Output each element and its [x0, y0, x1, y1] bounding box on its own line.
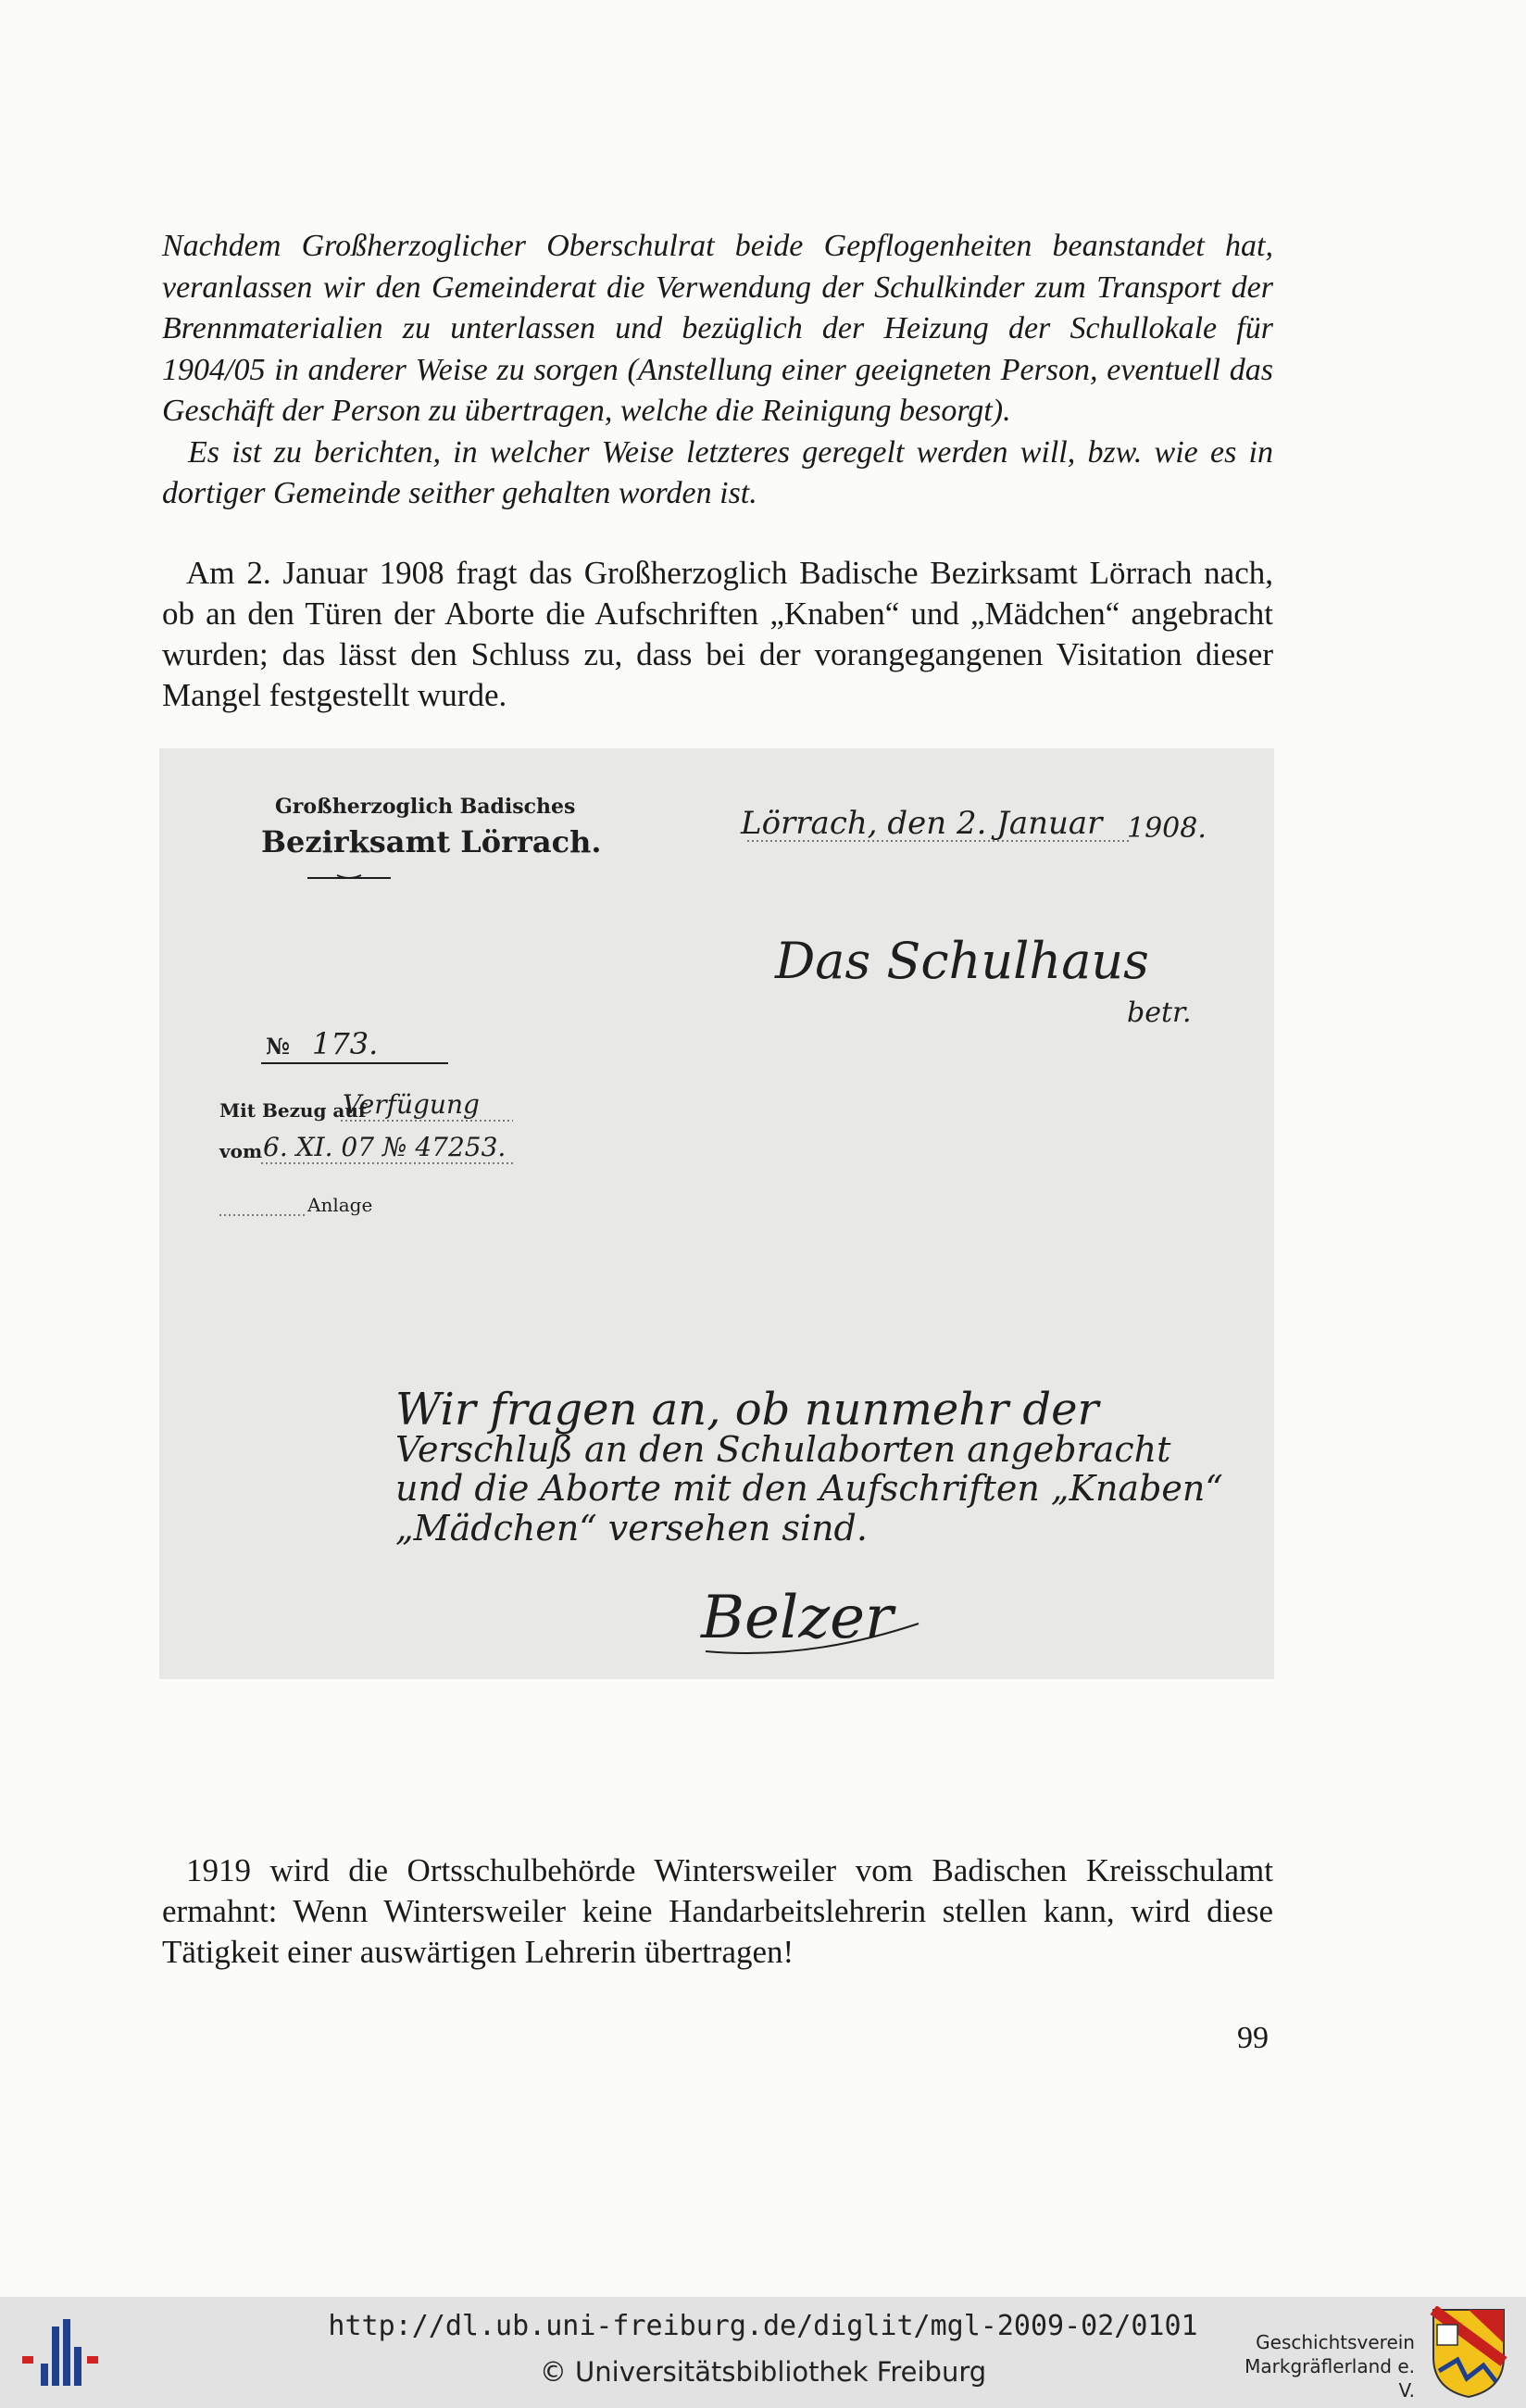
addressee: Das Schulhaus	[775, 932, 1149, 990]
letter-line-2: Verschluß an den Schulaborten angebracht	[395, 1429, 1171, 1470]
place-date: Lörrach, den 2. Januar	[741, 805, 1103, 842]
quote-paragraph-1: Nachdem Großherzoglicher Oberschulrat beide Gepflogenheiten beanstandet hat, veranlassen wir den Gemeinderat die Verwendung der Schulkinder zum Transport der Brennmaterialien zu unterlassen und bezüglich der Heizung der Schullokale für 1904/05 in anderer Weise zu sorgen (Anstellung einer geeigneten Person, eventuell das Geschäft der Person zu übertragen, welche die Reinigung besorgt).	[162, 229, 1273, 428]
body-paragraph-2-text: 1919 wird die Ortsschulbehörde Wintersweiler vom Badischen Kreisschulamt ermahnt: Wenn Wintersweiler keine Handarbeitslehrerin stellen kann, wird diese Tätigkeit einer auswärtigen Lehrerin übertragen!	[162, 1852, 1273, 1970]
annex-label: Anlage	[307, 1194, 373, 1216]
reference-value: Verfügung	[343, 1089, 480, 1120]
body-paragraph-1	[162, 553, 1273, 716]
coat-of-arms-icon	[1430, 2306, 1507, 2399]
letterhead-ornament	[307, 875, 391, 878]
letterhead-line-1: Großherzoglich Badisches	[275, 795, 576, 819]
number-label: №	[266, 1033, 291, 1060]
reference-label: Mit Bezug auf	[219, 1099, 367, 1122]
letter-image	[159, 748, 1274, 1679]
footer-copyright: © Universitätsbibliothek Freiburg	[539, 2356, 987, 2388]
page-number: 99	[1237, 2021, 1269, 2055]
society-name	[1230, 2330, 1415, 2402]
quote-paragraph-2: Es ist zu berichten, in welcher Weise letzteres geregelt werden will, bzw. wie es in dortiger Gemeinde seither gehalten worden ist.	[162, 434, 1273, 510]
letter-line-4: „Mädchen“ versehen sind.	[395, 1508, 868, 1549]
society-line-2: Markgräflerland e. V.	[1245, 2355, 1415, 2402]
footer-url[interactable]: http://dl.ub.uni-freiburg.de/diglit/mgl-2009-02/0101	[328, 2310, 1198, 2342]
addressee-betr: betr.	[1127, 997, 1192, 1029]
letterhead-line-2: Bezirksamt Lörrach.	[261, 824, 602, 859]
body-paragraph-1-text: Am 2. Januar 1908 fragt das Großherzoglich Badische Bezirksamt Lörrach nach, ob an den Türen der Aborte die Aufschriften „Knaben“ und „Mädchen“ angebracht wurden; das lässt den Schluss zu, dass bei der vorangegangenen Visitation dieser Mangel festgestellt wurde.	[162, 555, 1273, 713]
year: 1908.	[1127, 812, 1207, 845]
signature: Belzer	[701, 1584, 894, 1652]
letter-line-3: und die Aborte mit den Aufschriften „Knaben“	[395, 1468, 1223, 1509]
society-line-1: Geschichtsverein	[1256, 2331, 1415, 2353]
letter-line-1: Wir fragen an, ob nunmehr der	[395, 1384, 1099, 1436]
from-label: vom	[219, 1140, 263, 1162]
letter-facsimile	[159, 748, 1274, 1679]
number-value: 173.	[312, 1026, 379, 1061]
quoted-decree	[162, 226, 1273, 515]
body-paragraph-2	[162, 1850, 1273, 1973]
from-value: 6. XI. 07 № 47253.	[263, 1132, 507, 1162]
viewer-footer	[0, 2297, 1526, 2408]
